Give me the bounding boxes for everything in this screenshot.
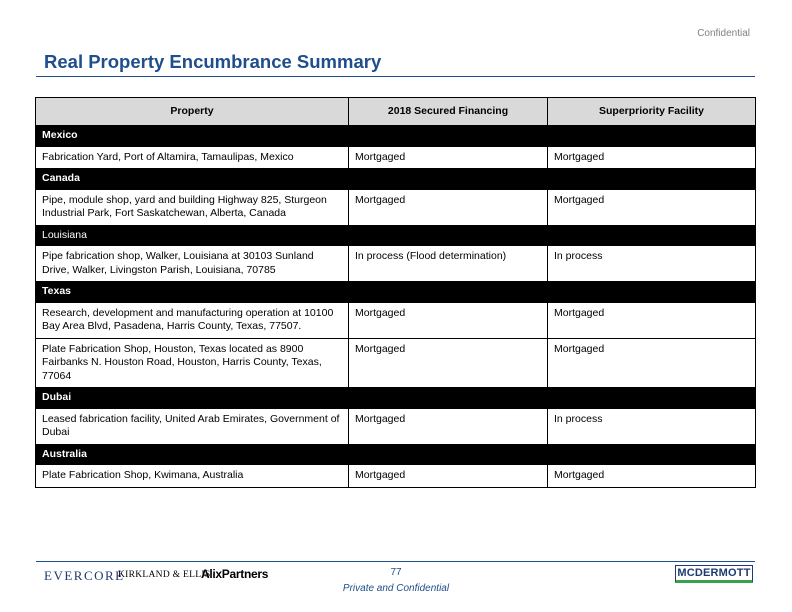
private-confidential-label: Private and Confidential — [342, 583, 450, 594]
property-cell: Plate Fabrication Shop, Kwimana, Australia — [36, 465, 349, 488]
secured-financing-cell: Mortgaged — [349, 408, 548, 444]
property-cell: Plate Fabrication Shop, Houston, Texas located as 8900 Fairbanks N. Houston Road, Houston, Harris County, Texas, 77064 — [36, 338, 349, 388]
section-row-canada — [36, 169, 756, 190]
superpriority-cell: Mortgaged — [548, 338, 756, 388]
mcdermott-logo: MCDERMOTT — [675, 565, 753, 583]
section-label: Mexico — [36, 126, 756, 147]
section-label: Canada — [36, 169, 756, 190]
table-row — [36, 246, 756, 282]
superpriority-cell: In process — [548, 408, 756, 444]
section-label: Australia — [36, 444, 756, 465]
title-divider — [36, 76, 755, 77]
section-row-australia — [36, 444, 756, 465]
secured-financing-cell: Mortgaged — [349, 146, 548, 169]
superpriority-cell: Mortgaged — [548, 146, 756, 169]
secured-financing-cell: In process (Flood determination) — [349, 246, 548, 282]
property-cell: Pipe fabrication shop, Walker, Louisiana at 30103 Sunland Drive, Walker, Livingston Parish, Louisiana, 70785 — [36, 246, 349, 282]
section-label: Louisiana — [36, 225, 756, 246]
page-number: 77 — [390, 567, 402, 578]
table-row — [36, 302, 756, 338]
column-header-2018-secured-financing: 2018 Secured Financing — [349, 98, 548, 126]
page-title: Real Property Encumbrance Summary — [44, 51, 382, 72]
superpriority-cell: In process — [548, 246, 756, 282]
section-label: Texas — [36, 282, 756, 303]
secured-financing-cell: Mortgaged — [349, 338, 548, 388]
secured-financing-cell: Mortgaged — [349, 189, 548, 225]
property-cell: Pipe, module shop, yard and building Highway 825, Sturgeon Industrial Park, Fort Saskatchewan, Alberta, Canada — [36, 189, 349, 225]
secured-financing-cell: Mortgaged — [349, 302, 548, 338]
table-row — [36, 338, 756, 388]
encumbrance-table — [35, 97, 756, 488]
column-header-property: Property — [36, 98, 349, 126]
section-row-mexico — [36, 126, 756, 147]
section-row-dubai — [36, 388, 756, 409]
section-row-texas — [36, 282, 756, 303]
table-row — [36, 146, 756, 169]
superpriority-cell: Mortgaged — [548, 189, 756, 225]
kirkland-ellis-logo: KIRKLAND & ELLIS — [118, 570, 211, 580]
property-cell: Leased fabrication facility, United Arab Emirates, Government of Dubai — [36, 408, 349, 444]
section-label: Dubai — [36, 388, 756, 409]
section-row-louisiana — [36, 225, 756, 246]
table-row — [36, 408, 756, 444]
table-row — [36, 189, 756, 225]
superpriority-cell: Mortgaged — [548, 302, 756, 338]
property-cell: Research, development and manufacturing operation at 10100 Bay Area Blvd, Pasadena, Harris County, Texas, 77507. — [36, 302, 349, 338]
table-header-row — [36, 98, 756, 126]
evercore-logo: EVERCORE — [44, 568, 125, 583]
confidential-label: Confidential — [697, 28, 750, 39]
alixpartners-logo: AlixPartners — [201, 567, 269, 581]
property-cell: Fabrication Yard, Port of Altamira, Tamaulipas, Mexico — [36, 146, 349, 169]
table-row — [36, 465, 756, 488]
superpriority-cell: Mortgaged — [548, 465, 756, 488]
secured-financing-cell: Mortgaged — [349, 465, 548, 488]
column-header-superpriority-facility: Superpriority Facility — [548, 98, 756, 126]
footer-divider — [36, 561, 755, 562]
